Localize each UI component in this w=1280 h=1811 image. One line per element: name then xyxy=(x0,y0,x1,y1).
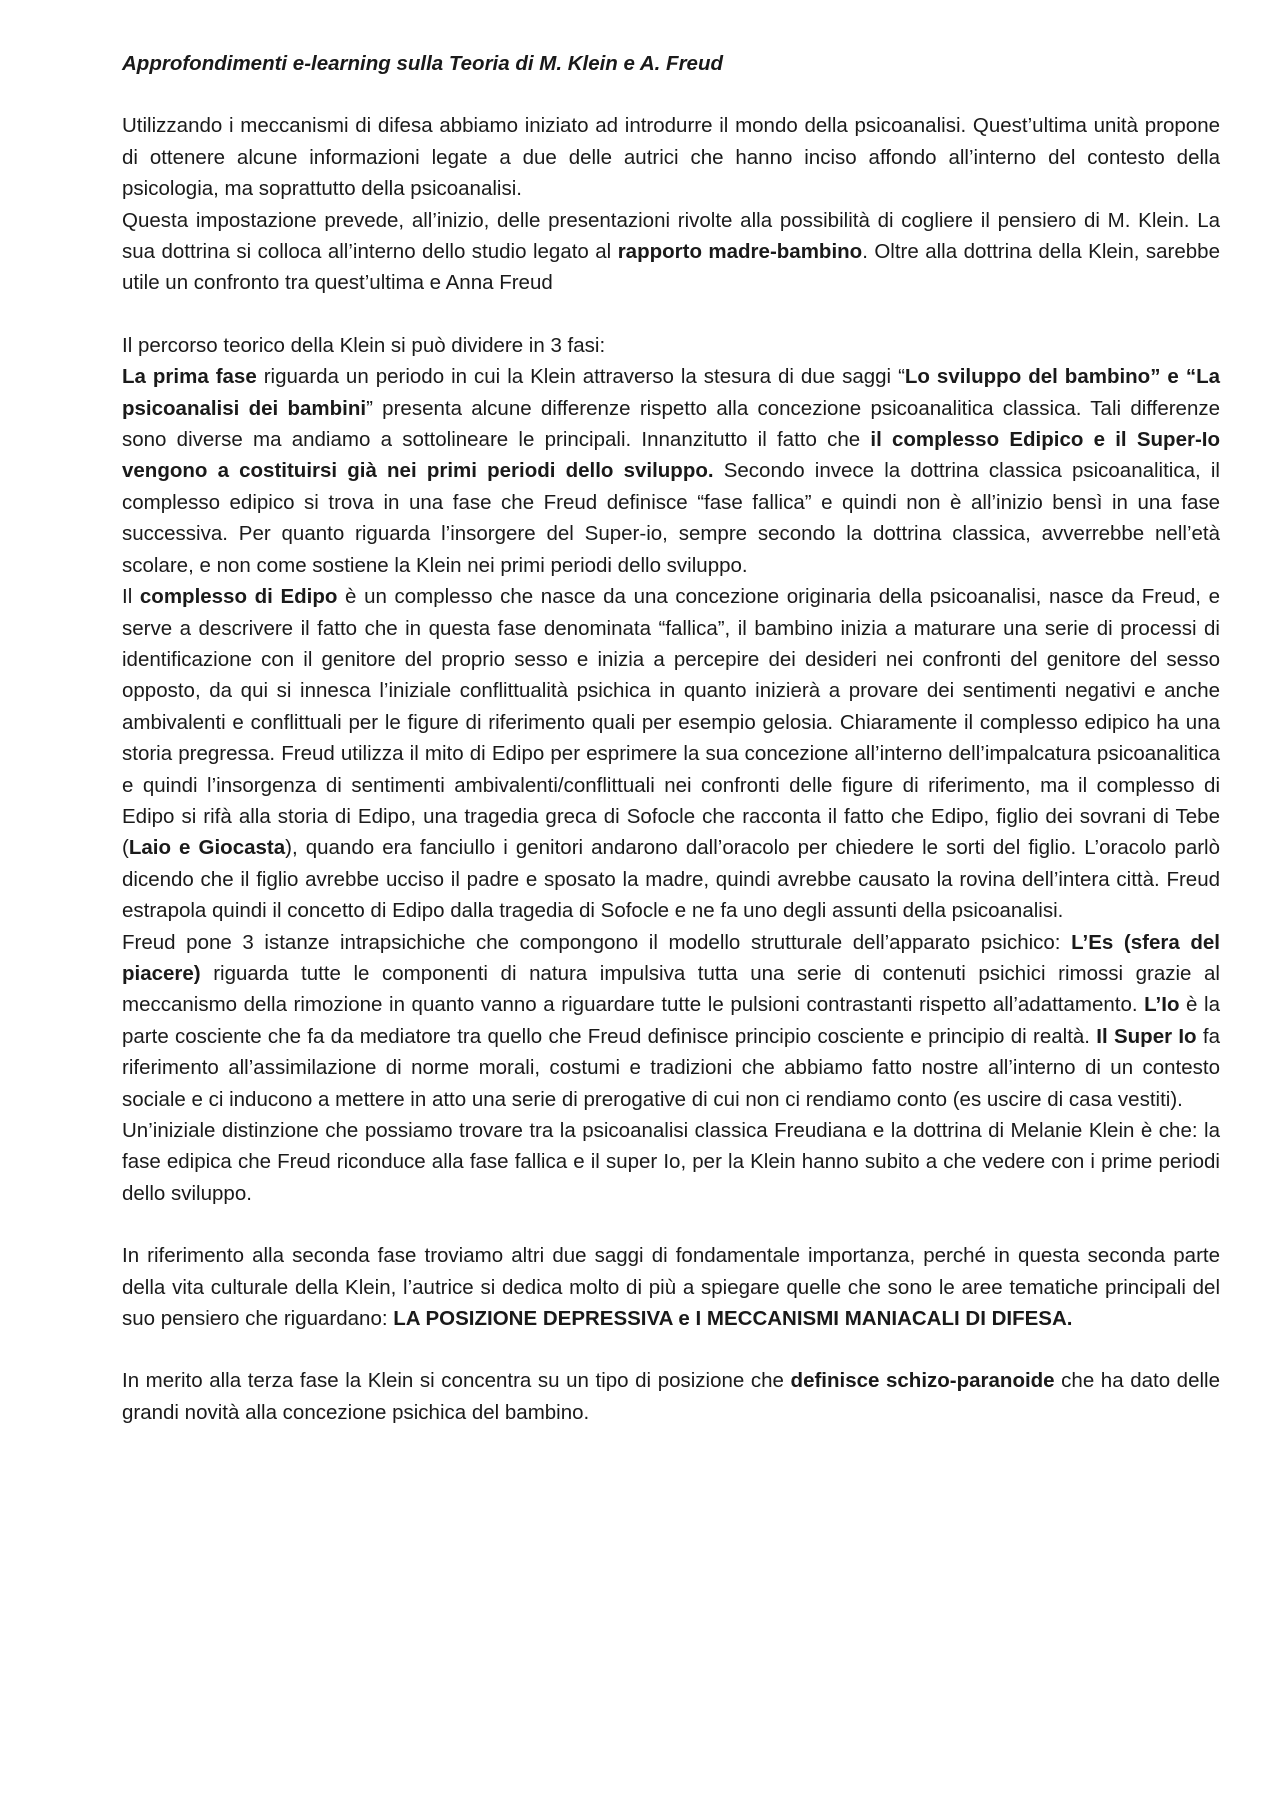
text-span: è un complesso che nasce da una concezione originaria della psicoanalisi, nasce da Freud, e serve a descrivere il fatto che in questa fase denominata “fallica”, il bambino inizia a maturare una serie di processi di identificazione con il genitore del proprio sesso e inizia a percepire dei desideri nei confronti del genitore del sesso opposto, da qui si innesca l’iniziale conflittualità psichica in quanto inizierà a provare dei sentimenti negativi e anche ambivalenti e conflittuali per le figure di riferimento quali per esempio gelosia. Chiaramente il complesso edipico ha una storia pregressa. Freud utilizza il mito di Edipo per esprimere la sua concezione all’interno dell’impalcatura psicoanalitica e quindi l’insorgenza di sentimenti ambivalenti/conflittuali nei confronti delle figure di riferimento, ma il complesso di Edipo si rifà alla storia di Edipo, una tragedia greca di Sofocle che racconta il fatto che Edipo, figlio dei sovrani di Tebe ( xyxy=(122,585,1220,860)
text-span: ” presenta alcune differenze rispetto alla concezione psicoanalitica classica. Tali differenze sono diverse ma andiamo a sottolineare le principali. Innanzitutto il fatto che xyxy=(122,396,1220,452)
text-span: è la parte cosciente che fa da mediatore tra quello che Freud definisce principio cosciente e principio di realtà. xyxy=(122,993,1221,1048)
istanze-paragraph xyxy=(122,927,1220,1115)
text-span: Secondo invece la dottrina classica psicoanalitica, il complesso edipico si trova in una fase che Freud definisce “fase fallica” e quindi non è all’inizio bensì in una fase successiva. Per quanto riguarda l’insorgere del Super-io, sempre secondo la dottrina classica, avverrebbe nell’età scolare, e non come sostiene la Klein nei primi periodi dello sviluppo. xyxy=(122,459,1220,577)
text-span: riguarda tutte le componenti di natura impulsiva tutta una serie di contenuti psichici rimossi grazie al meccanismo della rimozione in quanto vanno a riguardare tutte le pulsioni contrastanti rispetto all’adattamento. xyxy=(122,961,1220,1017)
phase2-paragraph xyxy=(122,1240,1220,1334)
bold-posizione-depressiva: LA POSIZIONE DEPRESSIVA e I MECCANISMI MANIACALI DI DIFESA. xyxy=(393,1307,1073,1331)
phase3-paragraph xyxy=(122,1365,1220,1428)
bold-saggi: Lo sviluppo del bambino” e “La psicoanalisi dei bambini xyxy=(122,365,1220,420)
distinzione-paragraph: Un’iniziale distinzione che possiamo trovare tra la psicoanalisi classica Freudiana e la dottrina di Melanie Klein è che: la fase edipica che Freud riconduce alla fase fallica e il super Io, per la Klein hanno subito a che vedere con i prime periodi dello sviluppo. xyxy=(122,1119,1220,1205)
text-span: che ha dato delle grandi novità alla concezione psichica del bambino. xyxy=(122,1369,1220,1424)
text-span: In riferimento alla seconda fase troviamo altri due saggi di fondamentale importanza, perché in questa seconda parte della vita culturale della Klein, l’autrice si dedica molto di più a spiegare quelle che sono le aree tematiche principali del suo pensiero che riguardano: xyxy=(122,1244,1220,1331)
bold-complesso: il complesso Edipico e il Super-Io vengono a costituirsi già nei primi periodi dello sviluppo. xyxy=(122,428,1220,483)
text-span: Freud pone 3 istanze intrapsichiche che compongono il modello strutturale dell’apparato psichico: xyxy=(122,930,1072,954)
bold-schizo-paranoide: definisce schizo-paranoide xyxy=(790,1369,1055,1393)
text-span: ), quando era fanciullo i genitori andarono dall’oracolo per chiedere le sorti del figlio. L’oracolo parlò dicendo che il figlio avrebbe ucciso il padre e sposato la madre, quindi avrebbe causato la rovina dell’intera città. Freud estrapola quindi il concetto di Edipo dalla tragedia di Sofocle e ne fa uno degli assunti della psicoanalisi. xyxy=(122,836,1220,923)
intro-paragraph-1: Utilizzando i meccanismi di difesa abbiamo iniziato ad introdurre il mondo della psicoanalisi. Quest’ultima unità propone di ottenere alcune informazioni legate a due delle autrici che hanno inciso affondo all’interno del contesto della psicologia, ma soprattutto della psicoanalisi. xyxy=(122,114,1220,201)
text-span: fa riferimento all’assimilazione di norme morali, costumi e tradizioni che abbiamo fatto nostre all’interno di un contesto sociale e ci inducono a mettere in atto una serie di prerogative di cui non ci rendiamo conto (es uscire di casa vestiti). xyxy=(122,1024,1220,1111)
phases-intro: Il percorso teorico della Klein si può dividere in 3 fasi: xyxy=(122,333,606,357)
bold-io: L’Io xyxy=(1144,993,1180,1017)
document-page xyxy=(122,48,1220,1428)
text-span: Questa impostazione prevede, all’inizio, delle presentazioni rivolte alla possibilità di cogliere il pensiero di M. Klein. La sua dottrina si colloca all’interno dello studio legato al xyxy=(122,208,1220,264)
bold-es: L’Es (sfera del piacere) xyxy=(122,930,1220,985)
bold-rapporto: rapporto madre-bambino xyxy=(617,240,863,264)
bold-complesso-edipo: complesso di Edipo xyxy=(139,585,338,609)
bold-prima-fase: La prima fase xyxy=(122,365,257,389)
bold-laio-giocasta: Laio e Giocasta xyxy=(128,836,286,860)
bold-super-io: Il Super Io xyxy=(1096,1024,1197,1048)
document-title: Approfondimenti e-learning sulla Teoria di M. Klein e A. Freud xyxy=(122,52,724,75)
text-span: Il xyxy=(122,585,140,609)
intro-paragraph-2 xyxy=(122,205,1220,299)
text-span: In merito alla terza fase la Klein si concentra su un tipo di posizione che xyxy=(122,1369,791,1393)
text-span: . Oltre alla dottrina della Klein, sarebbe utile un confronto tra quest’ultima e Anna Freud xyxy=(122,240,1220,295)
edipo-paragraph xyxy=(122,581,1220,926)
phase1-paragraph xyxy=(122,361,1220,581)
text-span: riguarda un periodo in cui la Klein attraverso la stesura di due saggi “ xyxy=(256,365,905,389)
